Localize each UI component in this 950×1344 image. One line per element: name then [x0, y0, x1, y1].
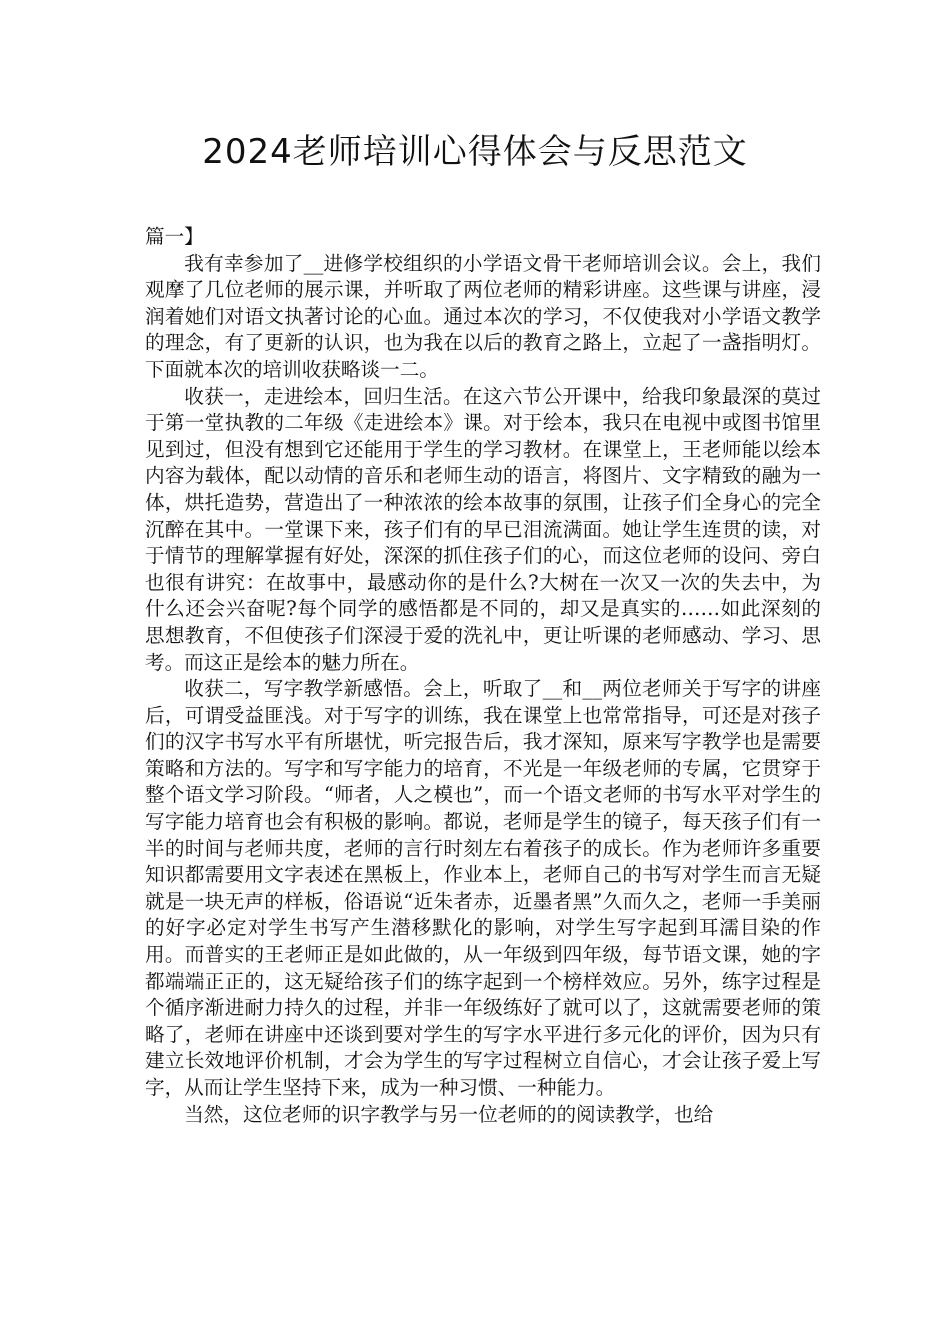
- paragraph-continuation: 当然，这位老师的识字教学与另一位老师的的阅读教学，也给: [184, 1102, 714, 1126]
- paragraph-intro: 我有幸参加了__进修学校组织的小学语文骨干老师培训会议。会上，我们观摩了几位老师的展示课，并听取了两位老师的精彩讲座。这些课与讲座，浸润着她们对语文执著讨论的心血。通过本次的学习，不仅使我对小学语文教学的理念，有了更新的认识，也为我在以后的教育之路上，立起了一盏指明灯。下面就本次的培训收获略谈一二。: [145, 251, 821, 381]
- section-label: 篇一】: [145, 225, 204, 248]
- document-title: 2024老师培训心得体会与反思范文: [202, 132, 748, 172]
- paragraph-harvest-one: 收获一，走进绘本，回归生活。在这六节公开课中，给我印象最深的莫过于第一堂执教的二年级《走进绘本》课。对于绘本，我只在电视中或图书馆里见到过，但没有想到它还能用于学生的学习教材。在课堂上，王老师能以绘本内容为载体，配以动情的音乐和老师生动的语言，将图片、文字精致的融为一体，烘托造势，营造出了一种浓浓的绘本故事的氛围，让孩子们全身心的完全沉醉在其中。一堂课下来，孩子们有的早已泪流满面。她让学生连贯的读，对于情节的理解掌握有好处，深深的抓住孩子们的心，而这位老师的设问、旁白也很有讲究：在故事中，最感动你的是什么?大树在一次又一次的失去中，为什么还会兴奋呢?每个同学的感悟都是不同的，却又是真实的……如此深刻的思想教育，不但使孩子们深浸于爱的洗礼中，更让听课的老师感动、学习、思考。而这正是绘本的魅力所在。: [145, 384, 821, 674]
- paragraph-harvest-two: 收获二，写字教学新感悟。会上，听取了__和__两位老师关于写字的讲座后，可谓受益匪浅。对于写字的训练，我在课堂上也常常指导，可还是对孩子们的汉字书写水平有所堪忧，听完报告后，我才深知，原来写字教学也是需要策略和方法的。写字和写字能力的培育，不光是一年级老师的专属，它贯穿于整个语文学习阶段。“师者，人之模也”，而一个语文老师的书写水平对学生的写字能力培育也会有积极的影响。都说，老师是学生的镜子，每天孩子们有一半的时间与老师共度，老师的言行时刻左右着孩子的成长。作为老师许多重要知识都需要用文字表述在黑板上，作业本上，老师自己的书写对学生而言无疑就是一块无声的样板，俗语说“近朱者赤，近墨者黑”久而久之，老师一手美丽的好字必定对学生书写产生潜移默化的影响，对学生写字起到耳濡目染的作用。而普实的王老师正是如此做的，从一年级到四年级，每节语文课，她的字都端端正正的，这无疑给孩子们的练字起到一个榜样效应。另外，练字过程是个循序渐进耐力持久的过程，并非一年级练好了就可以了，这就需要老师的策略了，老师在讲座中还谈到要对学生的写字水平进行多元化的评价，因为只有建立长效地评价机制，才会为学生的写字过程树立自信心，才会让孩子爱上写字，从而让学生坚持下来，成为一种习惯、一种能力。: [145, 677, 821, 1099]
- document-body: [145, 224, 821, 1128]
